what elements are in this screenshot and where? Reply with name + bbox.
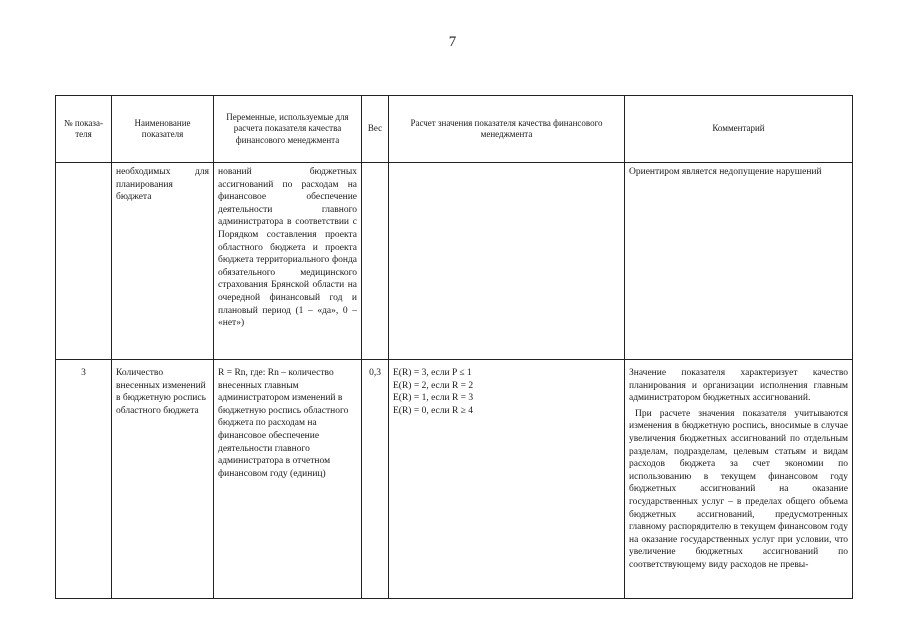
cell-calc: [389, 360, 625, 599]
cell-number: [56, 163, 112, 360]
header-variables: Переменные, используемые для расчета показателя качества финансового менеджмента: [214, 96, 362, 163]
header-calc: Расчет значения показателя качества финансового менеджмента: [389, 96, 625, 163]
table-header-row: [56, 96, 853, 163]
page-number: 7: [448, 34, 457, 50]
table-row: [56, 360, 853, 599]
calc-line: E(R) = 0, если R ≥ 4: [393, 405, 473, 416]
cell-name: необходимых для планирования бюджета: [112, 163, 214, 360]
cell-calc: [389, 163, 625, 360]
cell-variables: нований бюджетных ассигнований по расходам на финансовое обеспечение деятельности главного администратора в соответствии с Порядком составления проекта областного бюджета и проекта бюджета территориального фонда обязательного медицинского страхования Брянской области на очередной финансовый год и плановый период (1 – «да», 0 – «нет»): [214, 163, 362, 360]
cell-comment: [625, 360, 853, 599]
header-comment: Комментарий: [625, 96, 853, 163]
calc-line: E(R) = 3, если P ≤ 1: [393, 368, 472, 378]
header-number: № показа-теля: [56, 96, 112, 163]
cell-weight: [362, 163, 389, 360]
calc-line: E(R) = 1, если R = 3: [393, 393, 474, 404]
cell-comment: Ориентиром является недопущение нарушений: [625, 163, 853, 360]
header-weight: Вес: [362, 96, 389, 163]
cell-variables: R = Rn, где: Rn – количество внесенных главным администратором изменений в бюджетную роспись областного бюджета по расходам на финансовое обеспечение деятельности главного администратора в отчетном финансовом году (единиц): [214, 360, 362, 599]
calc-line: E(R) = 2, если R = 2: [393, 380, 474, 391]
comment-paragraph: При расчете значения показателя учитываются изменения в бюджетную роспись, вносимые в случае увеличения бюджетных ассигнований по отдельным разделам, подразделам, целевым статьям и видам расходов бюджета за счет экономии по использованию в текущем финансовом году бюджетных ассигнований на оказание государственных услуг – в пределах общего объема бюджетных ассигнований, предусмотренных главному распорядителю в текущем финансовом году на оказание государственных услуг при условии, что увеличение бюджетных ассигнований по соответствующему виду расходов не превы-: [629, 408, 848, 570]
cell-number: 3: [56, 360, 112, 599]
cell-name: Количество внесенных изменений в бюджетную роспись областного бюджета: [112, 360, 214, 599]
cell-weight: 0,3: [362, 360, 389, 599]
table-row: [56, 163, 853, 360]
header-name: Наименование показателя: [112, 96, 214, 163]
financial-management-table: [55, 95, 853, 599]
comment-paragraph: Значение показателя характеризует качество планирования и организации исполнения главным администратором бюджетных ассигнований.: [629, 368, 848, 404]
